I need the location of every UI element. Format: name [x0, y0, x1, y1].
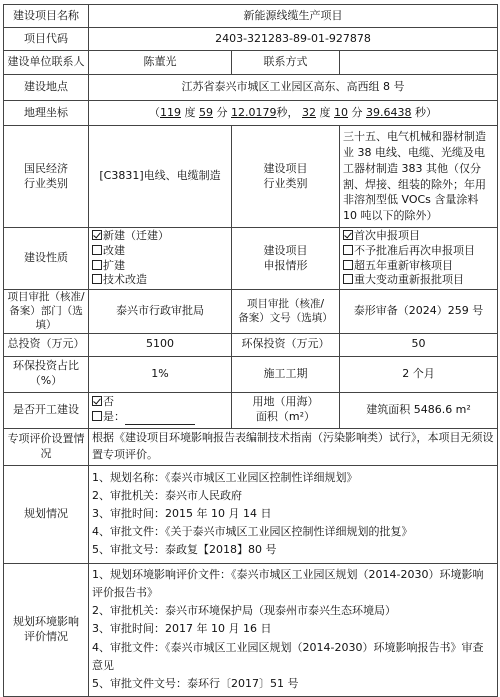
project-name-value: 新能源线缆生产项目: [89, 5, 498, 28]
project-industry-label: [232, 126, 340, 228]
planning-eia-item: 2、审批机关：泰兴市环境保护局（现泰州市泰兴生态环境局）: [92, 604, 396, 618]
planning-item: 3、审批时间：2015 年 10 月 14 日: [92, 506, 272, 520]
planning-eia-item: 4、审批文件：《泰兴市城区工业园区规划（2014-2030）环境影响报告书》审查意见: [92, 640, 484, 672]
lon-minute: 59: [199, 105, 213, 119]
planning-item: 2、审批机关：泰兴市人民政府: [92, 488, 242, 502]
deg-unit-1: 度: [184, 105, 196, 119]
planning-eia-item: 1、规划环境影响评价文件：《泰兴市城区工业园区规划（2014-2030）环境影响评价报告书》: [92, 568, 484, 600]
planning-details: [89, 465, 498, 563]
row-started: [4, 392, 498, 428]
min-unit-1: 分: [216, 105, 228, 119]
lon-degree: 119: [160, 105, 181, 119]
declare-label-line1: 建设项目: [263, 243, 308, 257]
env-ratio-label-line1: 环保投资占比: [13, 359, 79, 373]
land-area-value: 建筑面积 5486.6 m²: [340, 392, 498, 428]
started-label: 是否开工建设: [4, 392, 89, 428]
env-ratio-value: 1%: [89, 356, 232, 392]
declare-label-line2: 申报情形: [263, 258, 308, 272]
checkbox-icon: [92, 230, 102, 240]
declare-option-first-label: 首次申报项目: [354, 228, 420, 242]
min-unit-2: 分: [351, 105, 363, 119]
row-contact: [4, 51, 498, 75]
deg-unit-2: 度: [319, 105, 331, 119]
row-project-name: [4, 5, 498, 28]
coords-label: 地理坐标: [4, 101, 89, 126]
special-label: [4, 428, 89, 465]
declare-label: [232, 228, 340, 290]
approval-doc-label: [232, 290, 340, 334]
construction-period-value: 2 个月: [340, 356, 498, 392]
row-industry: [4, 126, 498, 228]
declare-option-resubmit-label: 不予批准后再次申报项目: [354, 243, 475, 257]
coords-value: [89, 101, 498, 126]
industry-label: [4, 126, 89, 228]
industry-value: [C3831]电线、电缆制造: [89, 126, 232, 228]
nature-label: 建设性质: [4, 228, 89, 290]
planning-eia-item: 5、审批文件文号：泰环行〔2017〕51 号: [92, 676, 299, 690]
location-value: 江苏省泰兴市城区工业园区高东、高西组 8 号: [89, 75, 498, 101]
nature-option-expand-label: 扩建: [103, 258, 125, 272]
started-option-no[interactable]: [92, 395, 228, 410]
declare-options: [340, 228, 498, 290]
row-investment: [4, 333, 498, 356]
row-planning-eia: [4, 563, 498, 696]
planning-item: 5、审批文号：泰政复【2018】80 号: [92, 543, 277, 557]
nature-option-tech[interactable]: [92, 273, 228, 288]
row-coordinates: [4, 101, 498, 126]
planning-eia-label-line1: 规划环境影响: [13, 614, 79, 628]
checkbox-icon: [92, 274, 102, 284]
approval-dept-label: [4, 290, 89, 334]
checkbox-icon: [343, 245, 353, 255]
lat-degree: 32: [302, 105, 316, 119]
env-investment-value: 50: [340, 333, 498, 356]
checkbox-icon: [92, 411, 102, 421]
project-info-table: [3, 4, 498, 697]
sec-unit-2: 秒）: [415, 105, 437, 119]
row-project-code: [4, 28, 498, 51]
planning-eia-label: [4, 563, 89, 696]
lat-second: 39.6438: [366, 105, 412, 119]
land-area-label: [232, 392, 340, 428]
declare-option-major-change-label: 重大变动重新报批项目: [354, 273, 464, 287]
project-industry-label-line2: 行业类别: [263, 176, 308, 190]
contact-method-value: [340, 51, 498, 75]
industry-label-line1: 国民经济: [24, 161, 68, 175]
planning-item: 4、审批文件：《关于泰兴市城区工业园区控制性详细规划的批复》: [92, 525, 413, 539]
nature-option-new-label: 新建（迁建）: [103, 228, 169, 242]
checkbox-icon: [343, 274, 353, 284]
industry-label-line2: 行业类别: [24, 176, 68, 190]
approval-doc-label-line2: 备案）文号（选填）: [238, 312, 333, 325]
planning-eia-label-line2: 评价情况: [24, 629, 68, 643]
planning-eia-details: [89, 563, 498, 696]
special-label-line2: 况: [40, 446, 52, 460]
env-ratio-label: [4, 356, 89, 392]
contact-method-label: 联系方式: [232, 51, 340, 75]
checkbox-icon: [92, 245, 102, 255]
contact-label: 建设单位联系人: [4, 51, 89, 75]
declare-option-first[interactable]: [343, 229, 494, 244]
declare-option-five-year-label: 超五年重新审核项目: [354, 258, 453, 272]
land-area-label-line1: 用地（用海）: [252, 395, 319, 409]
project-industry-label-line1: 建设项目: [263, 161, 308, 175]
row-special-assessment: [4, 428, 498, 465]
declare-option-major-change[interactable]: [343, 273, 494, 288]
nature-options: [89, 228, 232, 290]
checkbox-icon: [92, 260, 102, 270]
nature-option-new[interactable]: [92, 229, 228, 244]
project-industry-value: 三十五、电气机械和器材制造业 38 电线、电缆、光缆及电工器材制造 383 其他（仅分割、焊接、组装的除外；年用非溶剂型低 VOCs 含量涂料 10 吨以下的除外）: [340, 126, 498, 228]
approval-dept-label-line1: 项目审批（核准/: [7, 291, 85, 303]
checkbox-icon: [343, 230, 353, 240]
contact-value: 陈董光: [89, 51, 232, 75]
nature-option-rebuild-label: 改建: [103, 243, 125, 257]
row-nature: [4, 228, 498, 290]
env-ratio-label-line2: （%）: [29, 374, 63, 388]
started-date-blank[interactable]: [125, 413, 195, 425]
approval-doc-label-line1: 项目审批（核准/: [246, 298, 325, 311]
coords-open: （: [149, 105, 160, 119]
approval-dept-value: 泰兴市行政审批局: [89, 290, 232, 334]
sec-unit-1: 秒，: [276, 105, 299, 119]
planning-eia-item: 3、审批时间：2017 年 10 月 16 日: [92, 622, 272, 636]
investment-value: 5100: [89, 333, 232, 356]
approval-doc-value: 泰形审备（2024）259 号: [340, 290, 498, 334]
location-label: 建设地点: [4, 75, 89, 101]
planning-item: 1、规划名称：《泰兴市城区工业园区控制性详细规划》: [92, 470, 358, 484]
project-name-label: 建设项目名称: [4, 5, 89, 28]
special-value: 根据《建设项目环境影响报告表编制技术指南（污染影响类）试行》，本项目无须设置专项评价。: [89, 428, 498, 465]
approval-dept-label-line2: 备案）部门（选填）: [9, 305, 83, 332]
land-area-label-line2: 面积（m²）: [255, 410, 316, 424]
checkbox-icon: [343, 260, 353, 270]
started-option-yes[interactable]: [92, 410, 228, 425]
project-code-label: 项目代码: [4, 28, 89, 51]
investment-label: 总投资（万元）: [4, 333, 89, 356]
env-investment-label: 环保投资（万元）: [232, 333, 340, 356]
checkbox-icon: [92, 396, 102, 406]
row-location: [4, 75, 498, 101]
lat-minute: 10: [334, 105, 348, 119]
declare-option-resubmit[interactable]: [343, 244, 494, 259]
lon-second: 12.0179: [231, 105, 277, 119]
planning-label: 规划情况: [4, 465, 89, 563]
project-code-value: 2403-321283-89-01-927878: [89, 28, 498, 51]
row-planning: [4, 465, 498, 563]
row-env-ratio: [4, 356, 498, 392]
nature-option-tech-label: 技术改造: [103, 273, 147, 287]
special-label-line1: 专项评价设置情: [7, 431, 85, 445]
construction-period-label: 施工工期: [232, 356, 340, 392]
nature-option-rebuild[interactable]: [92, 244, 228, 259]
declare-option-five-year[interactable]: [343, 259, 494, 274]
row-approval: [4, 290, 498, 334]
started-options: [89, 392, 232, 428]
started-option-yes-label: 是：: [103, 410, 125, 424]
nature-option-expand[interactable]: [92, 259, 228, 274]
started-option-no-label: 否: [103, 395, 114, 409]
